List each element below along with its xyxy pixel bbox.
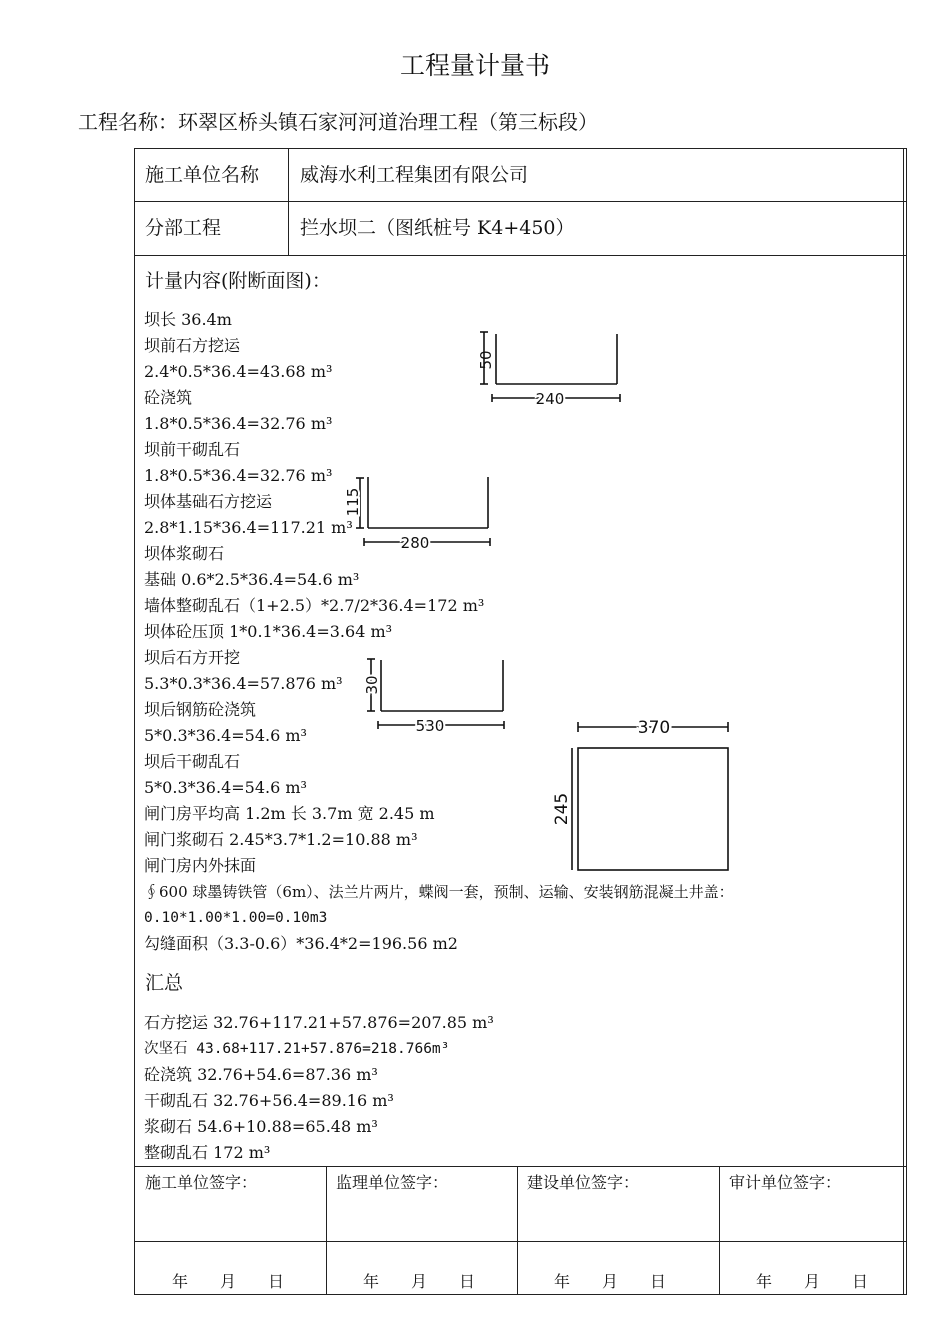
calc-line: 坝后钢筋砼浇筑 bbox=[144, 700, 257, 719]
signature-col-divider bbox=[719, 1166, 720, 1295]
calc-line: 闸门浆砌石 2.45*3.7*1.2=10.88 m³ bbox=[144, 830, 418, 849]
supervisor-signature-label: 监理单位签字： bbox=[336, 1173, 449, 1192]
signature-col-divider bbox=[326, 1166, 327, 1295]
diagram-2-width-label: 280 bbox=[400, 534, 430, 552]
audit-signature-label: 审计单位签字： bbox=[729, 1173, 842, 1192]
audit-signature-date: 年 月 日 bbox=[756, 1272, 869, 1291]
summary-heading: 汇总 bbox=[145, 972, 184, 994]
calc-line: 闸门房平均高 1.2m 长 3.7m 宽 2.45 m bbox=[144, 804, 435, 823]
calc-line: 坝体砼压顶 1*0.1*36.4=3.64 m³ bbox=[144, 622, 393, 641]
calc-line: 坝体浆砌石 bbox=[144, 544, 225, 563]
summary-line: 整砌乱石 172 m³ bbox=[144, 1143, 271, 1162]
calc-line: 砼浇筑 bbox=[144, 388, 193, 407]
table-right-double-line bbox=[903, 148, 904, 1295]
calc-line: 闸门房内外抹面 bbox=[144, 856, 257, 875]
calc-line: 勾缝面积（3.3-0.6）*36.4*2=196.56 m2 bbox=[144, 934, 458, 953]
diagram-4-height-label: 245 bbox=[552, 792, 572, 826]
calc-list bbox=[144, 307, 734, 957]
owner-signature-date: 年 月 日 bbox=[554, 1272, 667, 1291]
calc-line: 坝后干砌乱石 bbox=[144, 752, 241, 771]
calc-line: 1.8*0.5*36.4=32.76 m³ bbox=[144, 466, 333, 485]
diagram-4-width-label: 370 bbox=[637, 718, 671, 738]
project-name-line: 工程名称：环翠区桥头镇石家河河道治理工程（第三标段） bbox=[78, 110, 598, 134]
diagram-3-height-label: 30 bbox=[363, 675, 381, 695]
calc-line: 墙体整砌乱石（1+2.5）*2.7/2*36.4=172 m³ bbox=[144, 596, 485, 615]
signature-date-line bbox=[134, 1241, 907, 1242]
signature-col-divider bbox=[517, 1166, 518, 1295]
calc-line: 坝前石方挖运 bbox=[144, 336, 241, 355]
col-divider bbox=[288, 148, 289, 255]
sub-project-value: 拦水坝二（图纸桩号 K4+450） bbox=[300, 217, 575, 239]
row-divider bbox=[134, 201, 907, 202]
construction-unit-label: 施工单位名称 bbox=[145, 164, 260, 186]
calc-line: 5*0.3*36.4=54.6 m³ bbox=[144, 726, 307, 745]
calc-line mono: ∮600 球墨铸铁管（6m）、法兰片两片，蝶阀一套，预制、运输、安装钢筋混凝土井盖： bbox=[144, 883, 734, 901]
owner-signature-label: 建设单位签字： bbox=[527, 1173, 640, 1192]
row-divider bbox=[134, 255, 907, 256]
calc-line: 基础 0.6*2.5*36.4=54.6 m³ bbox=[144, 570, 360, 589]
calc-line: 5*0.3*36.4=54.6 m³ bbox=[144, 778, 307, 797]
diagram-1-height-label: 50 bbox=[477, 350, 495, 370]
calc-line: 5.3*0.3*36.4=57.876 m³ bbox=[144, 674, 343, 693]
calc-line: 1.8*0.5*36.4=32.76 m³ bbox=[144, 414, 333, 433]
calc-line: 坝体基础石方挖运 bbox=[144, 492, 273, 511]
calc-line: 2.4*0.5*36.4=43.68 m³ bbox=[144, 362, 333, 381]
calc-line: 坝前干砌乱石 bbox=[144, 440, 241, 459]
summary-list bbox=[144, 1010, 494, 1166]
signature-top-line bbox=[134, 1166, 907, 1167]
diagram-2-height-label: 115 bbox=[344, 487, 362, 517]
diagram-3-width-label: 530 bbox=[415, 717, 445, 735]
construction-signature-label: 施工单位签字： bbox=[145, 1173, 258, 1192]
summary-line: 砼浇筑 32.76+54.6=87.36 m³ bbox=[144, 1065, 378, 1084]
calc-line: 坝后石方开挖 bbox=[144, 648, 241, 667]
diagram-1-width-label: 240 bbox=[535, 390, 565, 408]
sub-project-label: 分部工程 bbox=[145, 217, 222, 239]
supervisor-signature-date: 年 月 日 bbox=[363, 1272, 476, 1291]
summary-line: 浆砌石 54.6+10.88=65.48 m³ bbox=[144, 1117, 378, 1136]
content-heading: 计量内容(附断面图)： bbox=[145, 270, 331, 292]
summary-line: 石方挖运 32.76+117.21+57.876=207.85 m³ bbox=[144, 1013, 494, 1032]
construction-unit-value: 威海水利工程集团有限公司 bbox=[300, 164, 529, 186]
calc-line: 坝长 36.4m bbox=[144, 310, 232, 329]
page-title: 工程量计量书 bbox=[399, 51, 550, 80]
construction-signature-date: 年 月 日 bbox=[172, 1272, 285, 1291]
summary-line: 干砌乱石 32.76+56.4=89.16 m³ bbox=[144, 1091, 394, 1110]
calc-line: 2.8*1.15*36.4=117.21 m³ bbox=[144, 518, 353, 537]
calc-line: 0.10*1.00*1.00=0.10m3 bbox=[144, 910, 328, 926]
summary-line: 次坚石 43.68+117.21+57.876=218.766m³ bbox=[144, 1041, 450, 1057]
